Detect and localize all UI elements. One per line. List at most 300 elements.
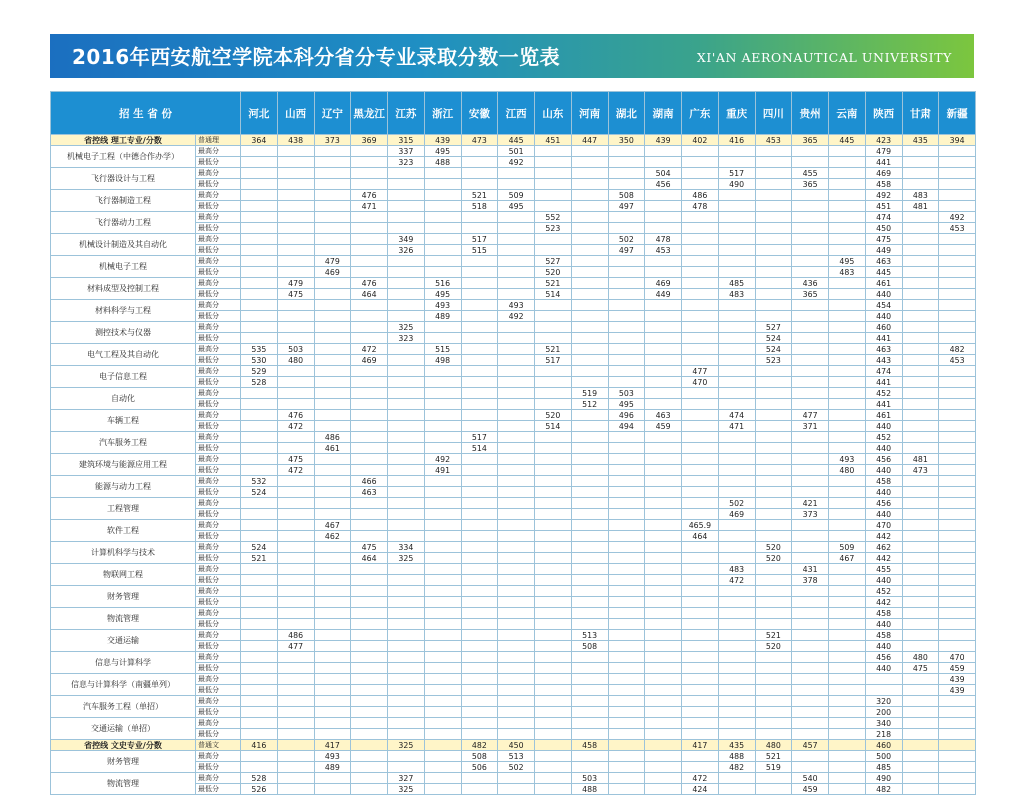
max-score-cell — [645, 718, 682, 729]
max-score-cell — [241, 608, 278, 619]
min-score-cell — [645, 465, 682, 476]
max-score-cell — [461, 773, 498, 784]
max-score-cell: 479 — [865, 146, 902, 157]
min-score-cell — [241, 707, 278, 718]
min-score-cell — [498, 509, 535, 520]
min-score-cell: 218 — [865, 729, 902, 740]
max-score-cell: 485 — [718, 278, 755, 289]
min-score-cell — [461, 619, 498, 630]
score-kind-max: 最高分 — [196, 696, 241, 707]
score-cell: 447 — [571, 135, 608, 146]
max-score-cell — [241, 410, 278, 421]
max-score-cell — [314, 344, 351, 355]
max-score-cell — [939, 520, 976, 531]
max-score-cell — [424, 410, 461, 421]
min-score-cell — [314, 575, 351, 586]
min-score-cell — [498, 421, 535, 432]
min-score-cell — [388, 267, 425, 278]
max-score-cell — [351, 366, 388, 377]
score-kind-min: 最低分 — [196, 762, 241, 773]
min-score-cell — [829, 245, 866, 256]
max-score-cell — [645, 300, 682, 311]
min-score-cell: 523 — [755, 355, 792, 366]
max-score-cell: 502 — [608, 234, 645, 245]
max-score-cell — [535, 564, 572, 575]
max-score-cell — [351, 410, 388, 421]
min-score-cell — [277, 509, 314, 520]
max-score-cell — [571, 652, 608, 663]
max-score-cell: 513 — [498, 751, 535, 762]
max-score-cell — [718, 586, 755, 597]
min-score-cell: 495 — [608, 399, 645, 410]
max-score-cell — [388, 718, 425, 729]
max-score-cell: 461 — [865, 278, 902, 289]
min-score-cell: 464 — [682, 531, 719, 542]
table-row — [51, 773, 976, 784]
max-score-cell: 513 — [571, 630, 608, 641]
min-score-cell — [535, 685, 572, 696]
min-score-cell — [608, 487, 645, 498]
min-score-cell — [645, 729, 682, 740]
major-name: 软件工程 — [51, 520, 196, 542]
min-score-cell — [718, 443, 755, 454]
max-score-cell — [461, 564, 498, 575]
max-score-cell — [645, 322, 682, 333]
max-score-cell — [241, 234, 278, 245]
max-score-cell — [645, 608, 682, 619]
max-score-cell — [645, 344, 682, 355]
max-score-cell — [277, 564, 314, 575]
min-score-cell — [535, 553, 572, 564]
page-title: 2016年西安航空学院本科分省分专业录取分数一览表 — [72, 45, 561, 69]
max-score-cell: 327 — [388, 773, 425, 784]
min-score-cell: 485 — [865, 762, 902, 773]
max-score-cell — [571, 674, 608, 685]
max-score-cell — [608, 256, 645, 267]
min-score-cell — [718, 267, 755, 278]
score-kind-max: 最高分 — [196, 751, 241, 762]
max-score-cell — [535, 751, 572, 762]
province-header: 甘肃 — [902, 92, 939, 135]
max-score-cell — [314, 476, 351, 487]
university-name-en: XI'AN AERONAUTICAL UNIVERSITY — [696, 50, 952, 65]
min-score-cell — [277, 729, 314, 740]
min-score-cell — [755, 399, 792, 410]
min-score-cell: 514 — [535, 421, 572, 432]
min-score-cell — [792, 531, 829, 542]
min-score-cell — [608, 179, 645, 190]
min-score-cell — [755, 421, 792, 432]
max-score-cell — [241, 630, 278, 641]
max-score-cell: 458 — [865, 630, 902, 641]
min-score-cell — [608, 729, 645, 740]
max-score-cell — [902, 168, 939, 179]
max-score-cell: 481 — [902, 454, 939, 465]
max-score-cell: 493 — [498, 300, 535, 311]
score-kind-min: 最低分 — [196, 707, 241, 718]
min-score-cell — [792, 355, 829, 366]
min-score-cell — [755, 223, 792, 234]
min-score-cell: 478 — [682, 201, 719, 212]
score-cell — [829, 740, 866, 751]
score-kind-min: 最低分 — [196, 179, 241, 190]
max-score-cell — [535, 696, 572, 707]
min-score-cell — [277, 553, 314, 564]
score-kind-max: 最高分 — [196, 454, 241, 465]
max-score-cell — [792, 630, 829, 641]
max-score-cell — [388, 190, 425, 201]
min-score-cell — [939, 289, 976, 300]
max-score-cell — [682, 454, 719, 465]
min-score-cell — [645, 377, 682, 388]
max-score-cell — [351, 586, 388, 597]
min-score-cell: 494 — [608, 421, 645, 432]
min-score-cell — [792, 311, 829, 322]
max-score-cell: 458 — [865, 476, 902, 487]
min-score-cell — [571, 619, 608, 630]
score-cell — [902, 740, 939, 751]
min-score-cell: 497 — [608, 201, 645, 212]
min-score-cell — [277, 223, 314, 234]
max-score-cell — [718, 432, 755, 443]
min-score-cell — [718, 399, 755, 410]
max-score-cell — [608, 322, 645, 333]
max-score-cell — [939, 542, 976, 553]
min-score-cell: 502 — [498, 762, 535, 773]
min-score-cell: 526 — [241, 784, 278, 795]
score-cell: 435 — [902, 135, 939, 146]
score-kind-max: 最高分 — [196, 718, 241, 729]
max-score-cell: 452 — [865, 388, 902, 399]
min-score-cell — [939, 201, 976, 212]
max-score-cell — [498, 212, 535, 223]
max-score-cell — [645, 212, 682, 223]
max-score-cell: 535 — [241, 344, 278, 355]
table-row — [51, 366, 976, 377]
score-cell: 369 — [351, 135, 388, 146]
min-score-cell — [571, 509, 608, 520]
min-score-cell — [755, 487, 792, 498]
max-score-cell: 528 — [241, 773, 278, 784]
score-kind-max: 最高分 — [196, 674, 241, 685]
max-score-cell — [755, 300, 792, 311]
max-score-cell — [792, 256, 829, 267]
max-score-cell — [424, 564, 461, 575]
max-score-cell — [902, 388, 939, 399]
min-score-cell — [682, 619, 719, 630]
max-score-cell: 521 — [755, 751, 792, 762]
min-score-cell — [829, 663, 866, 674]
max-score-cell: 431 — [792, 564, 829, 575]
max-score-cell — [939, 146, 976, 157]
max-score-cell — [792, 718, 829, 729]
min-score-cell: 488 — [571, 784, 608, 795]
min-score-cell: 497 — [608, 245, 645, 256]
min-score-cell: 475 — [277, 289, 314, 300]
max-score-cell — [829, 498, 866, 509]
max-score-cell — [718, 212, 755, 223]
min-score-cell — [829, 641, 866, 652]
min-score-cell: 515 — [461, 245, 498, 256]
max-score-cell — [351, 146, 388, 157]
max-score-cell — [461, 322, 498, 333]
min-score-cell — [608, 311, 645, 322]
max-score-cell — [902, 256, 939, 267]
table-row — [51, 322, 976, 333]
min-score-cell — [718, 707, 755, 718]
max-score-cell — [535, 168, 572, 179]
min-score-cell — [241, 762, 278, 773]
min-score-cell: 506 — [461, 762, 498, 773]
max-score-cell: 479 — [314, 256, 351, 267]
min-score-cell — [792, 685, 829, 696]
min-score-cell — [718, 729, 755, 740]
min-score-cell: 459 — [645, 421, 682, 432]
min-score-cell — [792, 267, 829, 278]
min-score-cell — [829, 575, 866, 586]
score-kind-max: 最高分 — [196, 168, 241, 179]
min-score-cell — [241, 663, 278, 674]
score-kind-max: 最高分 — [196, 520, 241, 531]
max-score-cell — [535, 146, 572, 157]
score-kind-max: 最高分 — [196, 366, 241, 377]
min-score-cell — [351, 531, 388, 542]
min-score-cell — [314, 707, 351, 718]
max-score-cell: 492 — [865, 190, 902, 201]
min-score-cell — [792, 641, 829, 652]
min-score-cell — [682, 333, 719, 344]
score-cell: 451 — [535, 135, 572, 146]
min-score-cell — [498, 729, 535, 740]
min-score-cell — [571, 245, 608, 256]
max-score-cell: 337 — [388, 146, 425, 157]
min-score-cell — [829, 729, 866, 740]
max-score-cell — [939, 366, 976, 377]
min-score-cell — [682, 685, 719, 696]
min-score-cell — [571, 289, 608, 300]
min-score-cell — [314, 223, 351, 234]
min-score-cell — [829, 487, 866, 498]
score-kind-max: 最高分 — [196, 773, 241, 784]
score-kind-min: 最低分 — [196, 333, 241, 344]
control-line-row — [51, 740, 976, 751]
max-score-cell — [829, 696, 866, 707]
max-score-cell — [277, 542, 314, 553]
max-score-cell: 516 — [424, 278, 461, 289]
min-score-cell — [939, 553, 976, 564]
table-row — [51, 256, 976, 267]
min-score-cell — [829, 289, 866, 300]
min-score-cell — [645, 597, 682, 608]
max-score-cell — [902, 586, 939, 597]
min-score-cell — [424, 421, 461, 432]
min-score-cell — [535, 311, 572, 322]
max-score-cell — [645, 498, 682, 509]
score-cell — [535, 740, 572, 751]
max-score-cell — [682, 674, 719, 685]
min-score-cell — [939, 531, 976, 542]
min-score-cell — [461, 597, 498, 608]
max-score-cell: 439 — [939, 674, 976, 685]
max-score-cell — [461, 586, 498, 597]
max-score-cell — [241, 432, 278, 443]
max-score-cell — [865, 674, 902, 685]
max-score-cell — [571, 322, 608, 333]
max-score-cell — [755, 652, 792, 663]
max-score-cell — [608, 168, 645, 179]
table-row — [51, 146, 976, 157]
min-score-cell — [755, 597, 792, 608]
min-score-cell — [277, 157, 314, 168]
min-score-cell — [608, 267, 645, 278]
table-body — [51, 135, 976, 795]
control-line-kind: 普通文 — [196, 740, 241, 751]
min-score-cell — [277, 575, 314, 586]
min-score-cell — [645, 762, 682, 773]
max-score-cell: 477 — [792, 410, 829, 421]
min-score-cell — [351, 729, 388, 740]
major-name: 能源与动力工程 — [51, 476, 196, 498]
max-score-cell — [829, 564, 866, 575]
min-score-cell — [939, 597, 976, 608]
min-score-cell — [939, 729, 976, 740]
min-score-cell — [314, 487, 351, 498]
max-score-cell — [608, 773, 645, 784]
min-score-cell — [388, 575, 425, 586]
max-score-cell — [388, 366, 425, 377]
max-score-cell — [571, 520, 608, 531]
max-score-cell — [755, 696, 792, 707]
max-score-cell: 482 — [939, 344, 976, 355]
max-score-cell — [498, 586, 535, 597]
max-score-cell — [351, 696, 388, 707]
max-score-cell — [608, 751, 645, 762]
min-score-cell — [792, 729, 829, 740]
min-score-cell: 440 — [865, 663, 902, 674]
min-score-cell: 514 — [461, 443, 498, 454]
min-score-cell — [461, 223, 498, 234]
min-score-cell — [792, 707, 829, 718]
min-score-cell — [351, 311, 388, 322]
max-score-cell — [718, 454, 755, 465]
max-score-cell: 466 — [351, 476, 388, 487]
min-score-cell — [939, 267, 976, 278]
score-cell: 438 — [277, 135, 314, 146]
min-score-cell — [682, 575, 719, 586]
min-score-cell — [718, 553, 755, 564]
min-score-cell — [498, 333, 535, 344]
min-score-cell — [608, 333, 645, 344]
min-score-cell — [902, 707, 939, 718]
min-score-cell: 440 — [865, 311, 902, 322]
max-score-cell: 515 — [424, 344, 461, 355]
max-score-cell — [792, 652, 829, 663]
min-score-cell — [351, 267, 388, 278]
max-score-cell — [277, 498, 314, 509]
max-score-cell: 474 — [718, 410, 755, 421]
max-score-cell — [755, 498, 792, 509]
max-score-cell — [314, 212, 351, 223]
province-header: 河南 — [571, 92, 608, 135]
max-score-cell — [314, 278, 351, 289]
min-score-cell — [939, 399, 976, 410]
min-score-cell — [718, 311, 755, 322]
min-score-cell — [902, 443, 939, 454]
min-score-cell — [608, 355, 645, 366]
score-cell: 416 — [718, 135, 755, 146]
max-score-cell: 462 — [865, 542, 902, 553]
min-score-cell — [461, 531, 498, 542]
max-score-cell — [277, 256, 314, 267]
max-score-cell: 472 — [351, 344, 388, 355]
min-score-cell — [829, 377, 866, 388]
max-score-cell — [645, 773, 682, 784]
min-score-cell — [314, 597, 351, 608]
min-score-cell — [241, 289, 278, 300]
max-score-cell — [571, 718, 608, 729]
max-score-cell — [571, 168, 608, 179]
max-score-cell — [792, 674, 829, 685]
major-name: 飞行器动力工程 — [51, 212, 196, 234]
max-score-cell — [902, 674, 939, 685]
max-score-cell — [718, 520, 755, 531]
max-score-cell — [314, 388, 351, 399]
max-score-cell — [241, 520, 278, 531]
max-score-cell — [792, 520, 829, 531]
max-score-cell — [241, 751, 278, 762]
score-kind-max: 最高分 — [196, 586, 241, 597]
max-score-cell: 334 — [388, 542, 425, 553]
max-score-cell: 492 — [424, 454, 461, 465]
score-kind-min: 最低分 — [196, 509, 241, 520]
min-score-cell — [461, 289, 498, 300]
max-score-cell: 477 — [682, 366, 719, 377]
min-score-cell — [792, 399, 829, 410]
max-score-cell: 500 — [865, 751, 902, 762]
max-score-cell: 475 — [865, 234, 902, 245]
min-score-cell: 450 — [865, 223, 902, 234]
min-score-cell — [608, 465, 645, 476]
max-score-cell — [755, 432, 792, 443]
max-score-cell — [277, 608, 314, 619]
min-score-cell — [351, 245, 388, 256]
max-score-cell — [277, 674, 314, 685]
min-score-cell — [424, 179, 461, 190]
min-score-cell — [718, 531, 755, 542]
max-score-cell — [682, 564, 719, 575]
min-score-cell — [682, 707, 719, 718]
min-score-cell: 512 — [571, 399, 608, 410]
min-score-cell — [902, 509, 939, 520]
max-score-cell — [902, 300, 939, 311]
min-score-cell: 472 — [277, 421, 314, 432]
min-score-cell — [902, 784, 939, 795]
max-score-cell — [682, 168, 719, 179]
max-score-cell — [461, 608, 498, 619]
min-score-cell: 440 — [865, 289, 902, 300]
min-score-cell — [461, 553, 498, 564]
max-score-cell — [718, 190, 755, 201]
min-score-cell — [792, 333, 829, 344]
max-score-cell — [939, 454, 976, 465]
score-kind-max: 最高分 — [196, 652, 241, 663]
min-score-cell — [535, 575, 572, 586]
min-score-cell: 440 — [865, 619, 902, 630]
min-score-cell: 514 — [535, 289, 572, 300]
min-score-cell — [277, 531, 314, 542]
min-score-cell — [939, 179, 976, 190]
score-kind-min: 最低分 — [196, 267, 241, 278]
